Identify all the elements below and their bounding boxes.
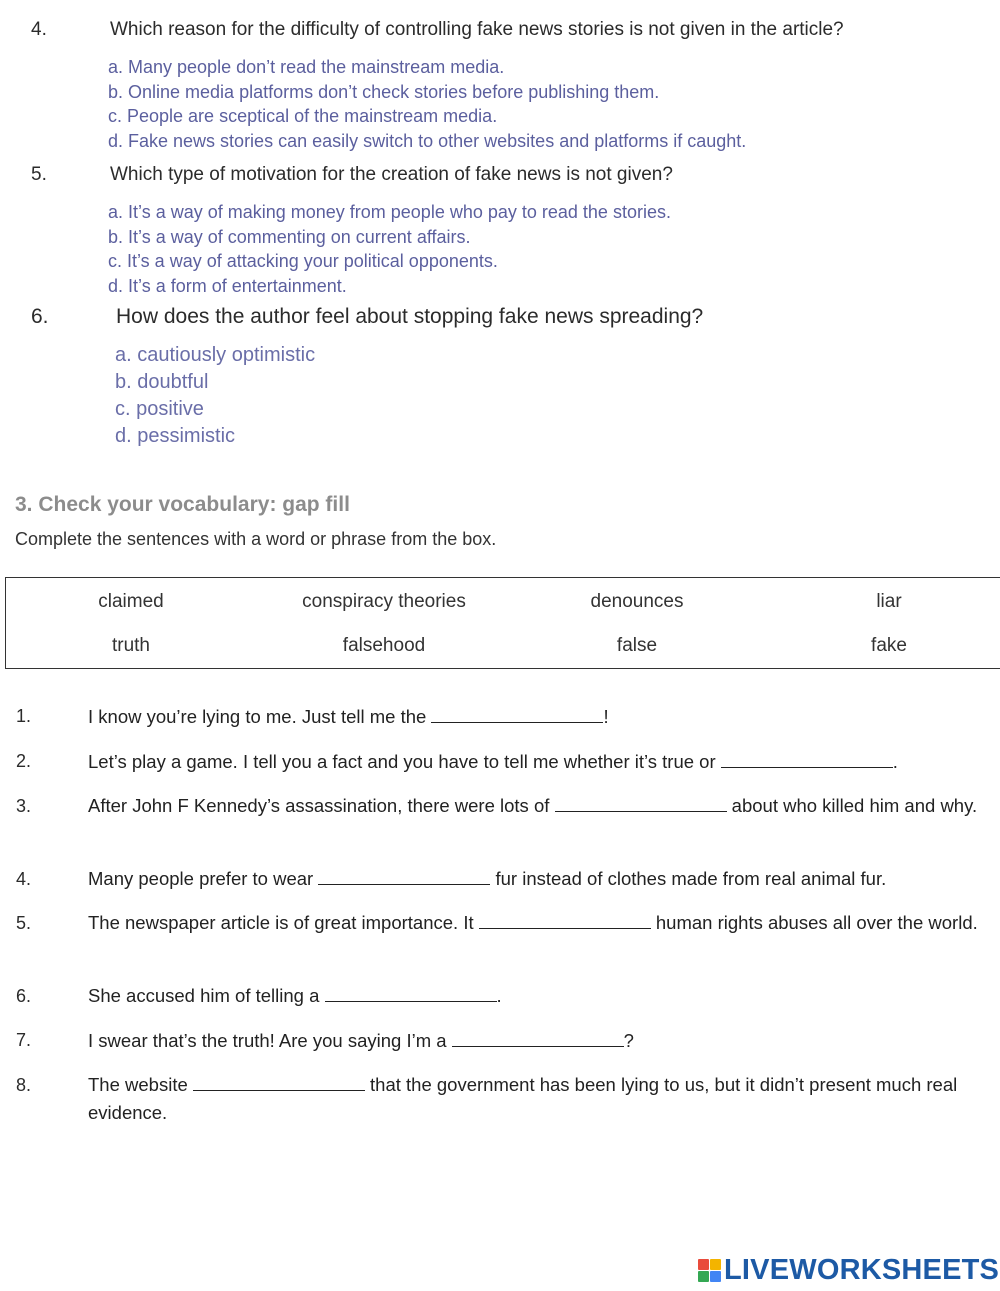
gap-4-input[interactable] <box>318 883 490 885</box>
gap-5-input[interactable] <box>479 927 651 929</box>
gap-7-input[interactable] <box>452 1045 624 1047</box>
sentence-5: The newspaper article is of great importance. It human rights abuses all over the world. <box>88 912 978 933</box>
word-truth: truth <box>111 635 151 656</box>
question-5-option-b[interactable]: b. It’s a way of commenting on current affairs. <box>108 227 471 247</box>
liveworksheets-logo-icon <box>698 1259 721 1282</box>
gap-3-input[interactable] <box>555 810 727 812</box>
sentence-5-number: 5. <box>16 913 32 933</box>
word-conspiracy-theories: conspiracy theories <box>302 591 466 612</box>
word-claimed: claimed <box>98 591 164 612</box>
sentence-4-number: 4. <box>16 869 32 889</box>
gap-1-input[interactable] <box>431 721 603 723</box>
question-4-text: Which reason for the difficulty of controlling fake news stories is not given in the article? <box>110 19 844 40</box>
question-5-number: 5. <box>31 164 47 185</box>
word-fake: fake <box>871 635 907 656</box>
word-false: false <box>616 635 658 656</box>
question-6-number: 6. <box>31 305 49 328</box>
question-5-option-c[interactable]: c. It’s a way of attacking your political opponents. <box>108 251 498 271</box>
word-falsehood: falsehood <box>342 635 426 656</box>
logo-text: LIVEWORKSHEETS <box>724 1254 1000 1286</box>
question-5-text: Which type of motivation for the creation of fake news is not given? <box>110 164 673 185</box>
sentence-4: Many people prefer to wear fur instead of clothes made from real animal fur. <box>88 868 887 889</box>
question-4-option-c[interactable]: c. People are sceptical of the mainstream media. <box>108 106 498 126</box>
gap-2-input[interactable] <box>721 766 893 768</box>
section-heading: 3. Check your vocabulary: gap fill <box>15 493 350 516</box>
question-6-option-b[interactable]: b. doubtful <box>115 371 209 393</box>
gap-8-input[interactable] <box>193 1089 365 1091</box>
sentence-7: I swear that’s the truth! Are you saying I’m a ? <box>88 1030 634 1051</box>
question-5-option-d[interactable]: d. It’s a form of entertainment. <box>108 276 347 296</box>
word-liar: liar <box>876 591 902 612</box>
gap-6-input[interactable] <box>325 1000 497 1002</box>
question-4-option-a[interactable]: a. Many people don’t read the mainstream media. <box>108 57 505 77</box>
sentence-3: After John F Kennedy’s assassination, there were lots of about who killed him and why. <box>88 795 978 816</box>
word-box <box>5 577 1000 669</box>
section-instruction: Complete the sentences with a word or phrase from the box. <box>15 529 497 549</box>
sentence-8: The website that the government has been lying to us, but it didn’t present much real evidence. <box>88 1074 958 1123</box>
sentence-6: She accused him of telling a . <box>88 985 502 1006</box>
sentence-2: Let’s play a game. I tell you a fact and you have to tell me whether it’s true or . <box>88 751 898 772</box>
question-4-option-b[interactable]: b. Online media platforms don’t check stories before publishing them. <box>108 82 660 102</box>
question-5-option-a[interactable]: a. It’s a way of making money from people who pay to read the stories. <box>108 202 671 222</box>
sentence-8-number: 8. <box>16 1075 32 1095</box>
sentence-1: I know you’re lying to me. Just tell me the ! <box>88 706 609 727</box>
sentence-3-number: 3. <box>16 796 32 816</box>
question-6-text: How does the author feel about stopping fake news spreading? <box>116 305 704 328</box>
word-denounces: denounces <box>590 591 684 612</box>
sentence-6-number: 6. <box>16 986 32 1006</box>
liveworksheets-logo <box>698 1254 999 1287</box>
question-4-option-d[interactable]: d. Fake news stories can easily switch to other websites and platforms if caught. <box>108 131 747 151</box>
sentence-7-number: 7. <box>16 1030 32 1050</box>
question-6-option-d[interactable]: d. pessimistic <box>115 425 236 447</box>
question-4-number: 4. <box>31 19 47 40</box>
question-6-option-a[interactable]: a. cautiously optimistic <box>115 344 316 366</box>
sentence-2-number: 2. <box>16 751 32 771</box>
sentence-1-number: 1. <box>16 706 32 726</box>
question-6-option-c[interactable]: c. positive <box>115 398 204 420</box>
